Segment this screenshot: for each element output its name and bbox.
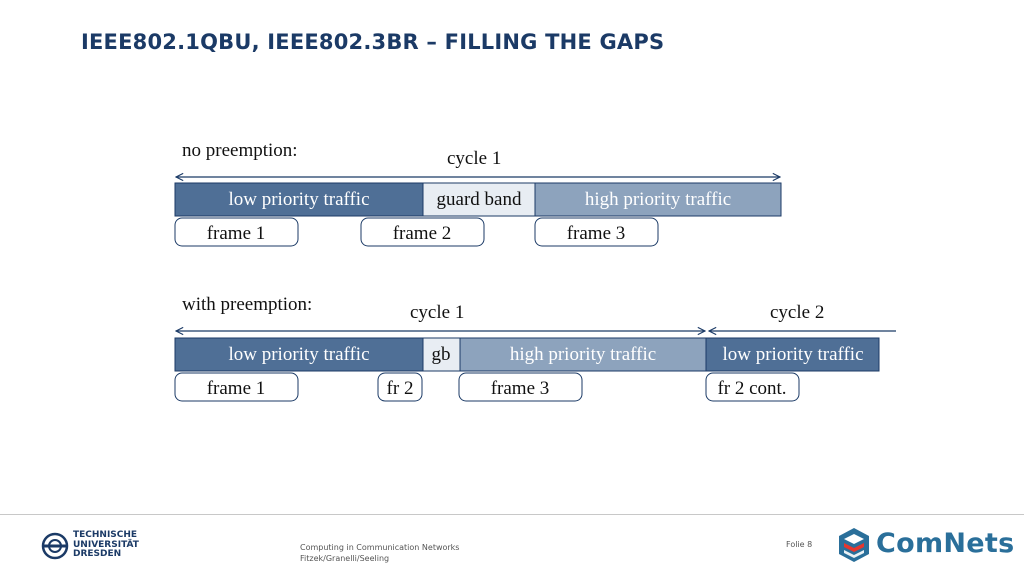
footer-divider bbox=[0, 514, 1024, 515]
low-priority-label: low priority traffic bbox=[722, 344, 864, 365]
university-name: TECHNISCHE UNIVERSITÄT DRESDEN bbox=[73, 530, 139, 559]
cycle-1-label: cycle 1 bbox=[410, 302, 465, 323]
frame-label: frame 2 bbox=[392, 223, 452, 244]
frame-label: frame 3 bbox=[490, 378, 550, 399]
slide-title: IEEE802.1QBU, IEEE802.3BR – FILLING THE GAPS bbox=[81, 30, 665, 54]
page-number: Folie 8 bbox=[786, 540, 813, 549]
low-priority-label: low priority traffic bbox=[228, 189, 370, 210]
high-priority-label: high priority traffic bbox=[509, 344, 657, 365]
frame-label: frame 1 bbox=[206, 378, 266, 399]
low-priority-label: low priority traffic bbox=[228, 344, 370, 365]
frame-label: fr 2 cont. bbox=[717, 378, 787, 399]
high-priority-label: high priority traffic bbox=[584, 189, 732, 210]
cycle-2-label: cycle 2 bbox=[770, 302, 825, 323]
frame-label: frame 1 bbox=[206, 223, 266, 244]
footer-course: Computing in Communication Networks Fitzek/Granelli/Seeling bbox=[300, 543, 460, 563]
guard-band-label: gb bbox=[431, 344, 451, 365]
comnets-brand: ComNets bbox=[876, 528, 1015, 559]
guard-band-label: guard band bbox=[436, 189, 522, 210]
no-preemption-label: no preemption: bbox=[182, 140, 298, 161]
frame-label: frame 3 bbox=[566, 223, 626, 244]
with-preemption-label: with preemption: bbox=[182, 294, 313, 315]
comnets-logo-icon bbox=[836, 526, 872, 564]
frame-label: fr 2 bbox=[386, 378, 414, 399]
cycle-1-label: cycle 1 bbox=[447, 148, 502, 169]
